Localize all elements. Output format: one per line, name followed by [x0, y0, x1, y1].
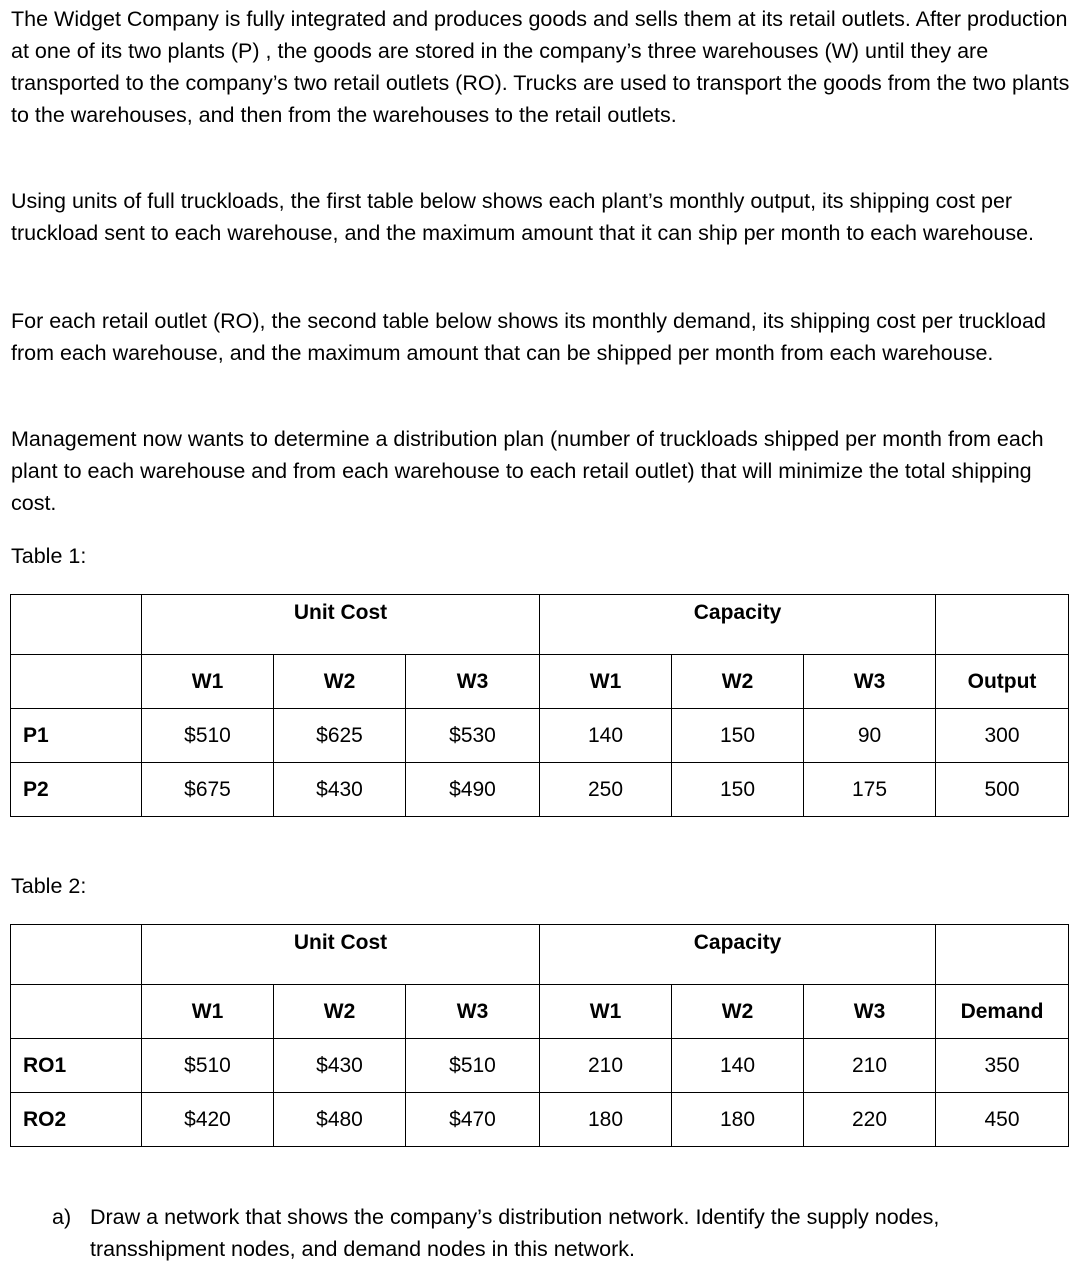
question-a [52, 1201, 1072, 1265]
table-cell: $530 [406, 709, 540, 763]
table-cell: 450 [936, 1093, 1069, 1147]
column-header: W2 [274, 985, 406, 1039]
plant-warehouse-table [10, 594, 1069, 817]
table-cell: 150 [672, 709, 804, 763]
table-row [11, 1039, 1069, 1093]
table-cell: 140 [540, 709, 672, 763]
column-header: W3 [406, 655, 540, 709]
table-cell: 175 [804, 763, 936, 817]
empty-corner-cell [11, 925, 142, 985]
unit-cost-group-header: Unit Cost [142, 925, 540, 985]
column-header: W1 [142, 985, 274, 1039]
column-header: W3 [804, 985, 936, 1039]
row-label: RO2 [11, 1093, 142, 1147]
table-cell: 180 [540, 1093, 672, 1147]
column-header: W2 [672, 655, 804, 709]
table-cell: 180 [672, 1093, 804, 1147]
table-cell: $510 [142, 1039, 274, 1093]
empty-row-label-cell [11, 985, 142, 1039]
column-header: W3 [406, 985, 540, 1039]
table-cell: $470 [406, 1093, 540, 1147]
column-header: W3 [804, 655, 936, 709]
table1-description-paragraph: Using units of full truckloads, the first table below shows each plant’s monthly output, its shipping cost per truckload sent to each warehouse, and the maximum amount that it can ship per month to each warehouse. [11, 189, 1035, 245]
table-cell: $510 [142, 709, 274, 763]
table2-description-paragraph: For each retail outlet (RO), the second table below shows its monthly demand, its shipping cost per truckload from each warehouse, and the maximum amount that can be shipped per month from each warehouse. [11, 309, 1046, 365]
empty-row-label-cell [11, 655, 142, 709]
table-row [11, 1093, 1069, 1147]
table-group-header-row [11, 595, 1069, 655]
management-goal-paragraph: Management now wants to determine a distribution plan (number of truckloads shipped per month from each plant to each warehouse and from each warehouse to each retail outlet) that will minimize the total shipping cost. [11, 427, 1044, 515]
table2-label: Table 2: [11, 874, 87, 898]
empty-header-cell [936, 925, 1069, 985]
table-cell: 210 [540, 1039, 672, 1093]
column-header: W1 [142, 655, 274, 709]
table-row [11, 709, 1069, 763]
table-column-header-row [11, 655, 1069, 709]
capacity-group-header: Capacity [540, 595, 936, 655]
table-cell: $480 [274, 1093, 406, 1147]
unit-cost-group-header: Unit Cost [142, 595, 540, 655]
row-label: P2 [11, 763, 142, 817]
table-cell: $625 [274, 709, 406, 763]
table-row [11, 763, 1069, 817]
question-text: Draw a network that shows the company’s distribution network. Identify the supply nodes, transshipment nodes, and demand nodes in this network. [90, 1205, 940, 1261]
table-group-header-row [11, 925, 1069, 985]
question-marker: a) [52, 1205, 72, 1229]
column-header: W1 [540, 655, 672, 709]
column-header: W2 [274, 655, 406, 709]
column-header: W2 [672, 985, 804, 1039]
table-cell: 90 [804, 709, 936, 763]
table-cell: 350 [936, 1039, 1069, 1093]
table-cell: 250 [540, 763, 672, 817]
empty-header-cell [936, 595, 1069, 655]
table-cell: $430 [274, 763, 406, 817]
empty-corner-cell [11, 595, 142, 655]
table-cell: $420 [142, 1093, 274, 1147]
table-cell: $490 [406, 763, 540, 817]
row-label: P1 [11, 709, 142, 763]
table-cell: 140 [672, 1039, 804, 1093]
table-cell: 150 [672, 763, 804, 817]
row-label: RO1 [11, 1039, 142, 1093]
table-cell: $430 [274, 1039, 406, 1093]
capacity-group-header: Capacity [540, 925, 936, 985]
column-header: Output [936, 655, 1069, 709]
table-cell: 220 [804, 1093, 936, 1147]
intro-paragraph: The Widget Company is fully integrated and produces goods and sells them at its retail outlets. After production at one of its two plants (P) , the goods are stored in the company’s three warehouses (W) until they are transported to the company’s two retail outlets (RO). Trucks are used to transport the goods from the two plants to the warehouses, and then from the warehouses to the retail outlets. [11, 7, 1070, 127]
table-cell: $510 [406, 1039, 540, 1093]
column-header: W1 [540, 985, 672, 1039]
table-cell: $675 [142, 763, 274, 817]
table1-label: Table 1: [11, 544, 87, 568]
warehouse-outlet-table [10, 924, 1069, 1147]
table-cell: 210 [804, 1039, 936, 1093]
table-cell: 300 [936, 709, 1069, 763]
table-cell: 500 [936, 763, 1069, 817]
column-header: Demand [936, 985, 1069, 1039]
table-column-header-row [11, 985, 1069, 1039]
